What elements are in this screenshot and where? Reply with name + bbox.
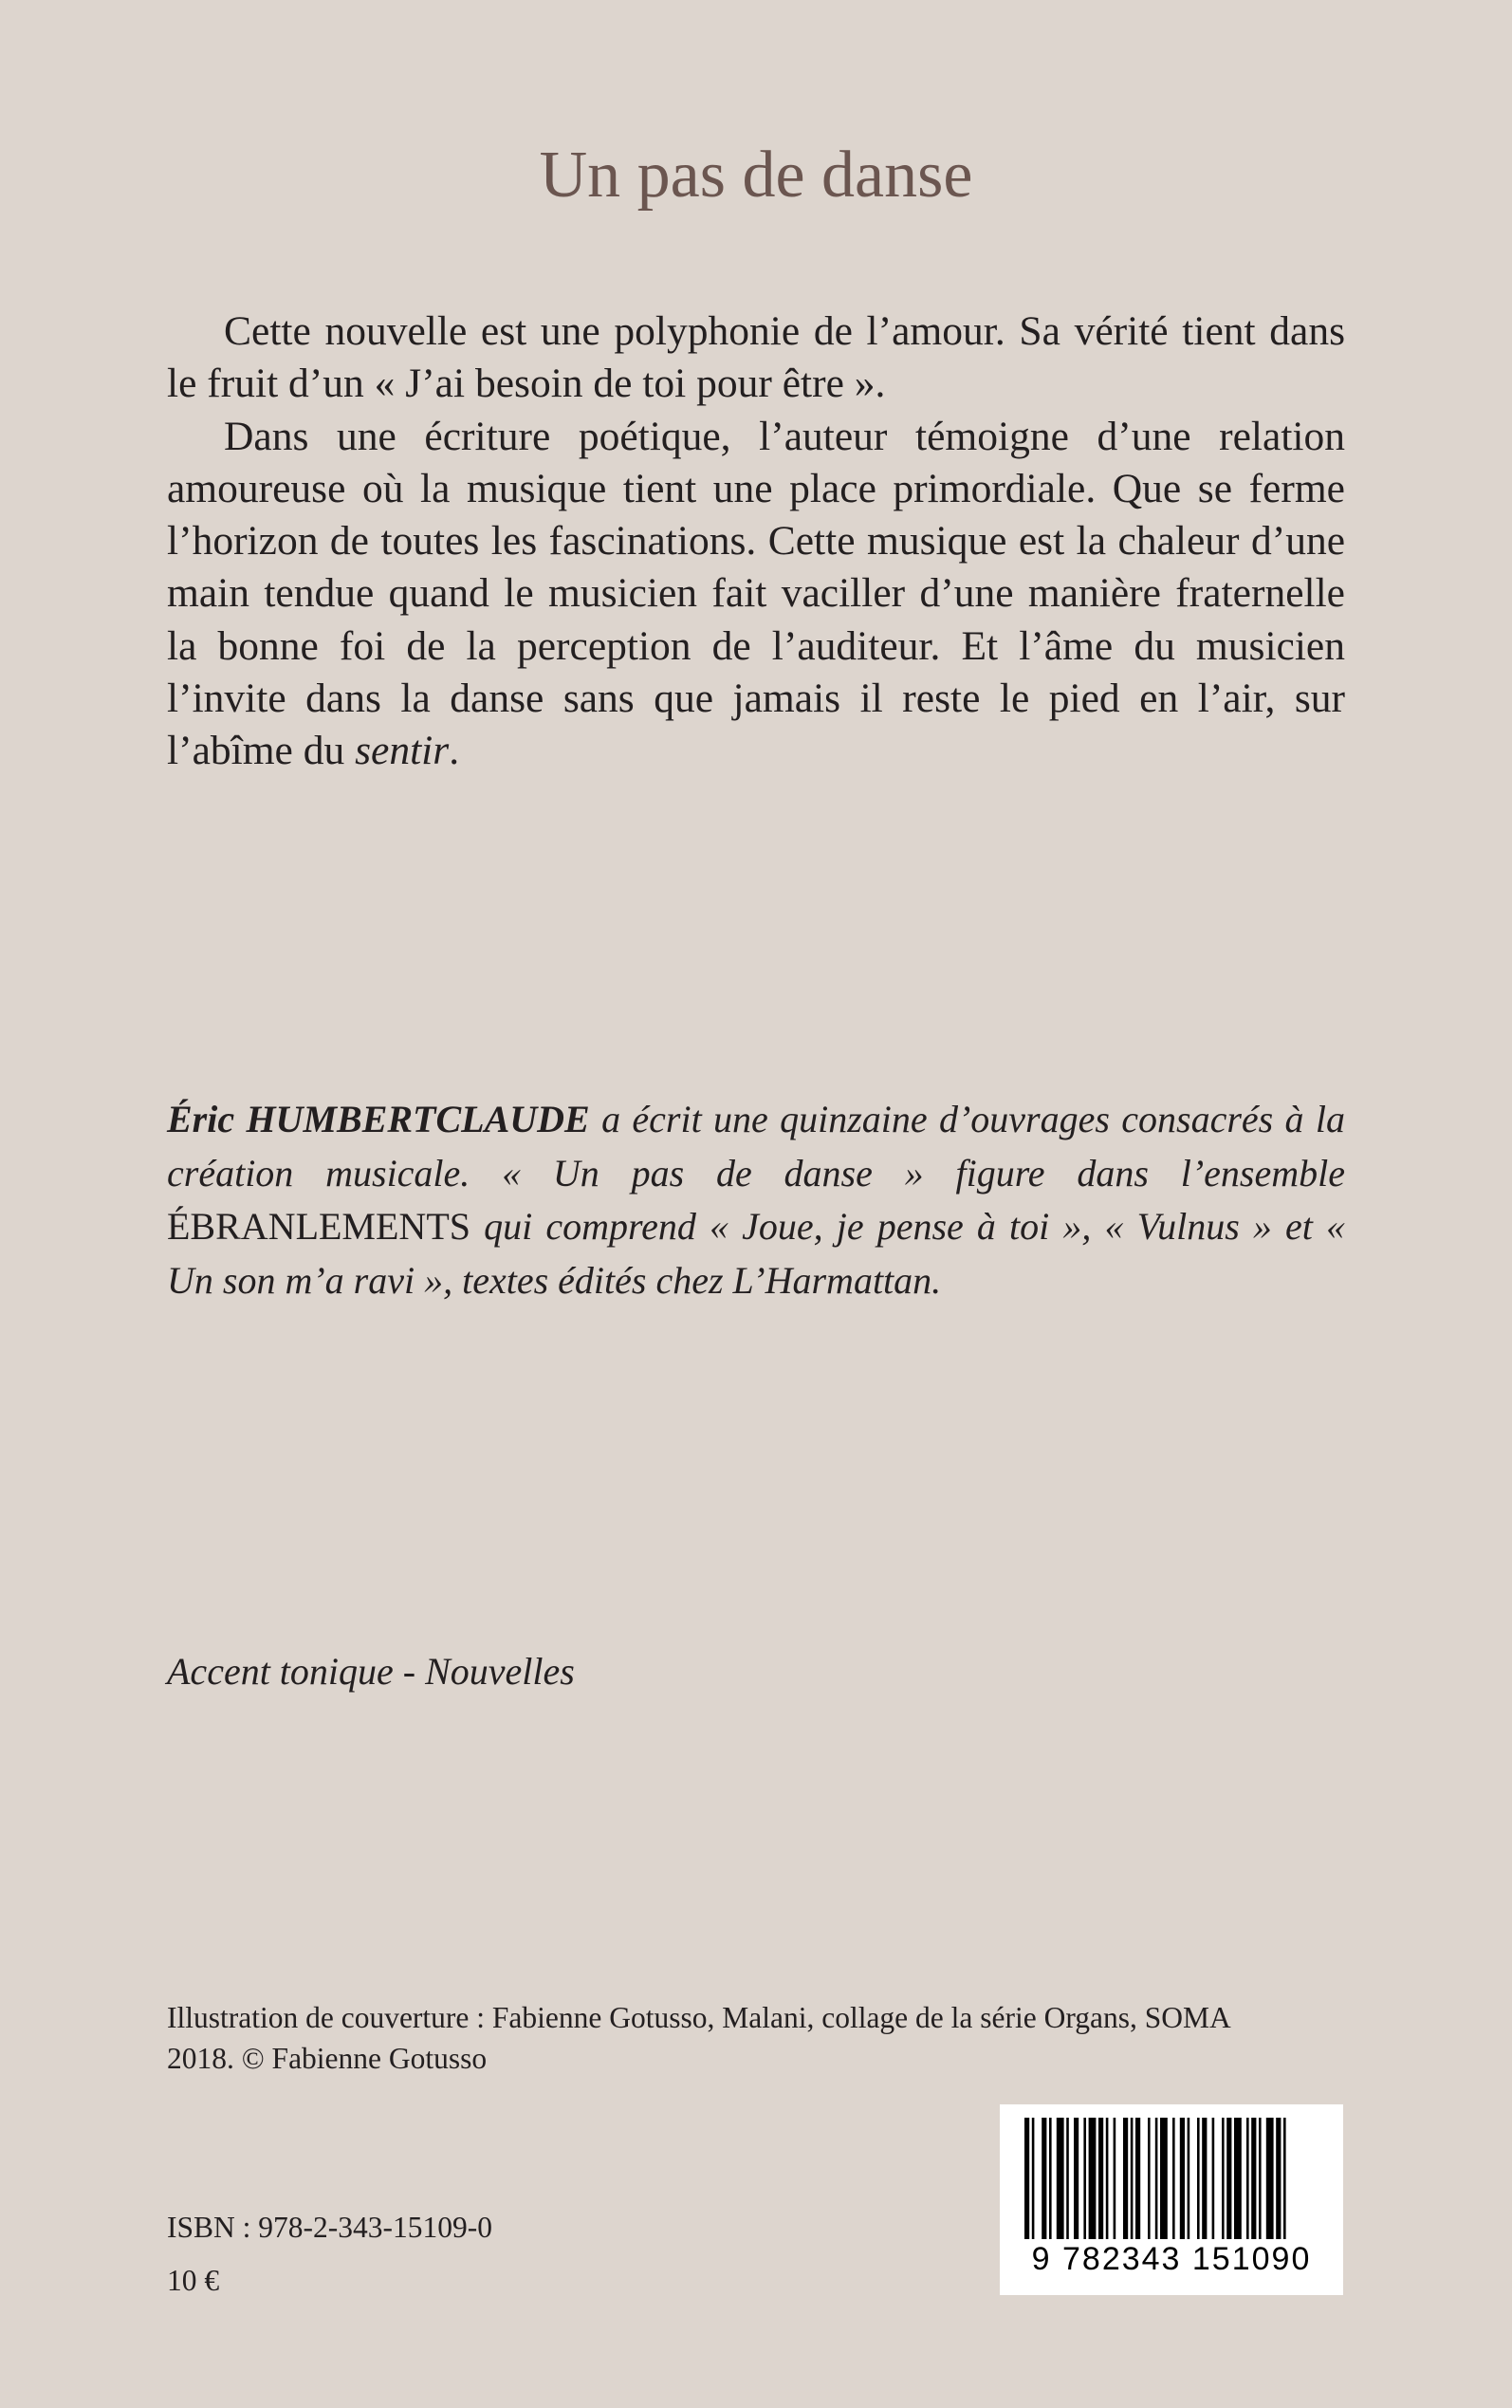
blurb-paragraph-2-end: . <box>449 728 460 774</box>
isbn: ISBN : 978-2-343-15109-0 <box>167 2211 492 2244</box>
author-bio-text-1: a écrit une quinzaine d’ouvrages consacrés à la création musicale. « Un pas de danse » figure dans l’ensemble <box>167 1098 1345 1195</box>
barcode-digits: 9 782343 151090 <box>1031 2241 1312 2277</box>
author-name: Éric HUMBERTCLAUDE <box>167 1098 590 1140</box>
collection-name: Accent tonique - Nouvelles <box>167 1650 575 1693</box>
blurb-emphasis: sentir <box>355 728 450 774</box>
author-bio <box>167 1093 1345 1307</box>
author-bio-paragraph <box>167 1093 1345 1307</box>
blurb <box>167 306 1345 778</box>
book-title: Un pas de danse <box>539 139 973 212</box>
illustration-credits: Illustration de couverture : Fabienne Gotusso, Malani, collage de la série Organs, SOMA 2018. © Fabienne Gotusso <box>167 2001 1230 2075</box>
series-name: ÉBRANLEMENTS <box>167 1205 470 1248</box>
blurb-paragraph-2-text: Dans une écriture poétique, l’auteur témoigne d’une relation amoureuse où la musique tient une place primordiale. Que se ferme l’horizon de toutes les fascinations. Cette musique est la chaleur d’une main tendue quand le musicien fait vaciller d’une manière fraternelle la bonne foi de la perception de l’auditeur. Et l’âme du musicien l’invite dans la danse sans que jamais il reste le pied en l’air, sur l’abîme du <box>167 413 1345 774</box>
barcode <box>1000 2104 1343 2295</box>
price: 10 € <box>167 2264 220 2297</box>
blurb-paragraph-2 <box>167 411 1345 778</box>
author-bio-text-2: qui comprend « Joue, je pense à toi », « Vulnus » et « Un son m’a ravi », textes édités chez L’Harmattan. <box>167 1205 1345 1302</box>
blurb-paragraph-1: Cette nouvelle est une polyphonie de l’amour. Sa vérité tient dans le fruit d’un « J’ai besoin de toi pour être ». <box>167 308 1345 407</box>
